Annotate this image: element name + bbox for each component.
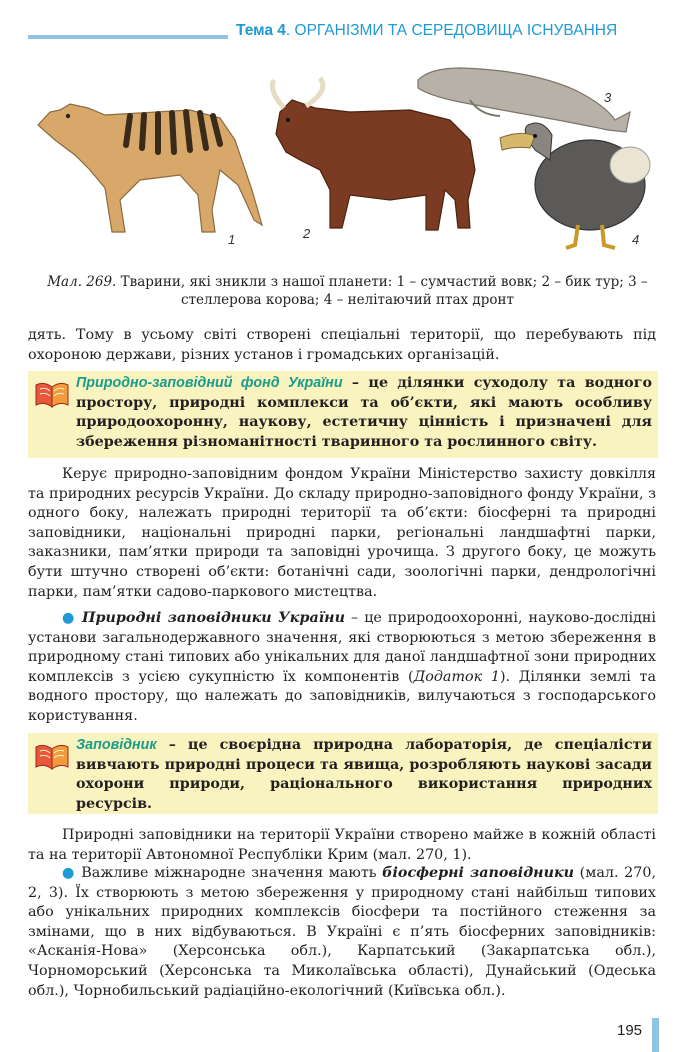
topic-label: Тема 4	[236, 22, 286, 39]
dodo-illustration	[500, 123, 650, 248]
bullet-icon: ●	[62, 865, 76, 881]
header-rule	[28, 35, 228, 39]
definition-box-nature-reserve-fund	[28, 371, 658, 458]
caption-text: Тварини, які зникли з нашої планети: 1 – сумчастий вовк; 2 – бик тур; 3 – стеллерова корова; 4 – нелітаючий птах дронт	[116, 274, 648, 308]
page-header	[236, 22, 617, 40]
figure-caption	[40, 273, 655, 309]
thylacine-illustration	[38, 104, 262, 232]
page-number-bar	[652, 1018, 659, 1052]
figure-number-1: 1	[228, 232, 236, 247]
text-part-b: (мал. 270, 2, 3). Їх створюють з метою збереження у природному стані найбільш типових або унікальних природних комплексів біосфери та постійного стеження за змінами, що в них відбуваються. В Україні є п’ять біосферних заповідників: «Асканія-Нова» (Херсонська обл.), Карпатський (Закарпатська обл.), Чорноморський (Херсонська та Миколаївська області), Дунайський (Одеська обл.), Чорнобильський радіаційно-екологічний (Київська обл.).	[28, 865, 656, 999]
text-part-a: – це природоохоронні, науково-дослідні установи загальнодержавного значення, які створюються з метою збереження в природному стані типових або унікальних для даної ландшафтної зони природних комплексів з усією сукупністю їх компонентів (	[28, 610, 657, 685]
definition-body: – це ділянки суходолу та водного простору, природні комплекси та об’єкти, які мають особливу природоохоронну, наукову, естетичну цінність і призначені для збереження різноманітності тваринного та рослинного світу.	[76, 375, 652, 450]
topic-title: . ОРГАНІЗМИ ТА СЕРЕДОВИЩА ІСНУВАННЯ	[285, 22, 618, 39]
paragraph-intro: дять. Тому в усьому світі створені спеціальні території, що перебувають під охороною держави, різних установ і громадських організацій.	[28, 327, 656, 363]
figure-number-3: 3	[604, 90, 612, 105]
term-natural-reserves: Природні заповідники України	[82, 610, 345, 626]
page-number: 195	[617, 1022, 643, 1039]
paragraph-natural-reserves	[28, 609, 656, 727]
text-part-a: Важливе міжнародне значення мають	[75, 865, 383, 881]
definition-term: Заповідник	[76, 737, 157, 753]
book-icon	[34, 381, 70, 409]
figure-number-4: 4	[632, 232, 640, 247]
definition-term: Природно-заповідний фонд України	[76, 375, 343, 391]
extinct-animals-illustration	[30, 60, 660, 265]
paragraph-management: Керує природно-заповідним фондом України Міністерство захисту довкілля та природних ресурсів України. До складу природно-заповідного фонду України, з одного боку, належать природні території та об’єкти: біосферні та природні заповідники, національні природні парки, регіональні ландшафтні парки, заказники, пам’ятки природи та заповідні урочища. З другого боку, це можуть бути штучно створені об’єкти: ботанічні сади, зоологічні парки, дендрологічні парки, пам’ятки садово-паркового мистецтва.	[28, 466, 656, 600]
appendix-reference: Додаток 1	[413, 668, 500, 685]
definition-text	[76, 736, 652, 814]
book-icon	[34, 743, 70, 771]
term-biosphere-reserves: біосферні заповідники	[382, 865, 575, 881]
paragraph-reserves-location: Природні заповідники на території України створено майже в кожній області та на території Автономної Республіки Крим (мал. 270, 1).	[28, 827, 656, 863]
caption-label: Мал. 269.	[47, 274, 117, 290]
definition-box-reserve	[28, 733, 658, 814]
aurochs-illustration	[272, 78, 475, 230]
definition-text	[76, 374, 652, 452]
paragraph-biosphere-reserves	[28, 864, 656, 1001]
text-part-b: ). Ділянки землі та водного простору, що належать до заповідників, вилучаються з господарського користування.	[28, 668, 656, 724]
figure-number-2: 2	[303, 226, 311, 241]
definition-body: – це своєрідна природна лабораторія, де спеціалісти вивчають природні процеси та явища, розробляють наукові засади охорони природи, раціонального використання природних ресурсів.	[76, 737, 652, 812]
bullet-icon: ●	[62, 610, 76, 626]
